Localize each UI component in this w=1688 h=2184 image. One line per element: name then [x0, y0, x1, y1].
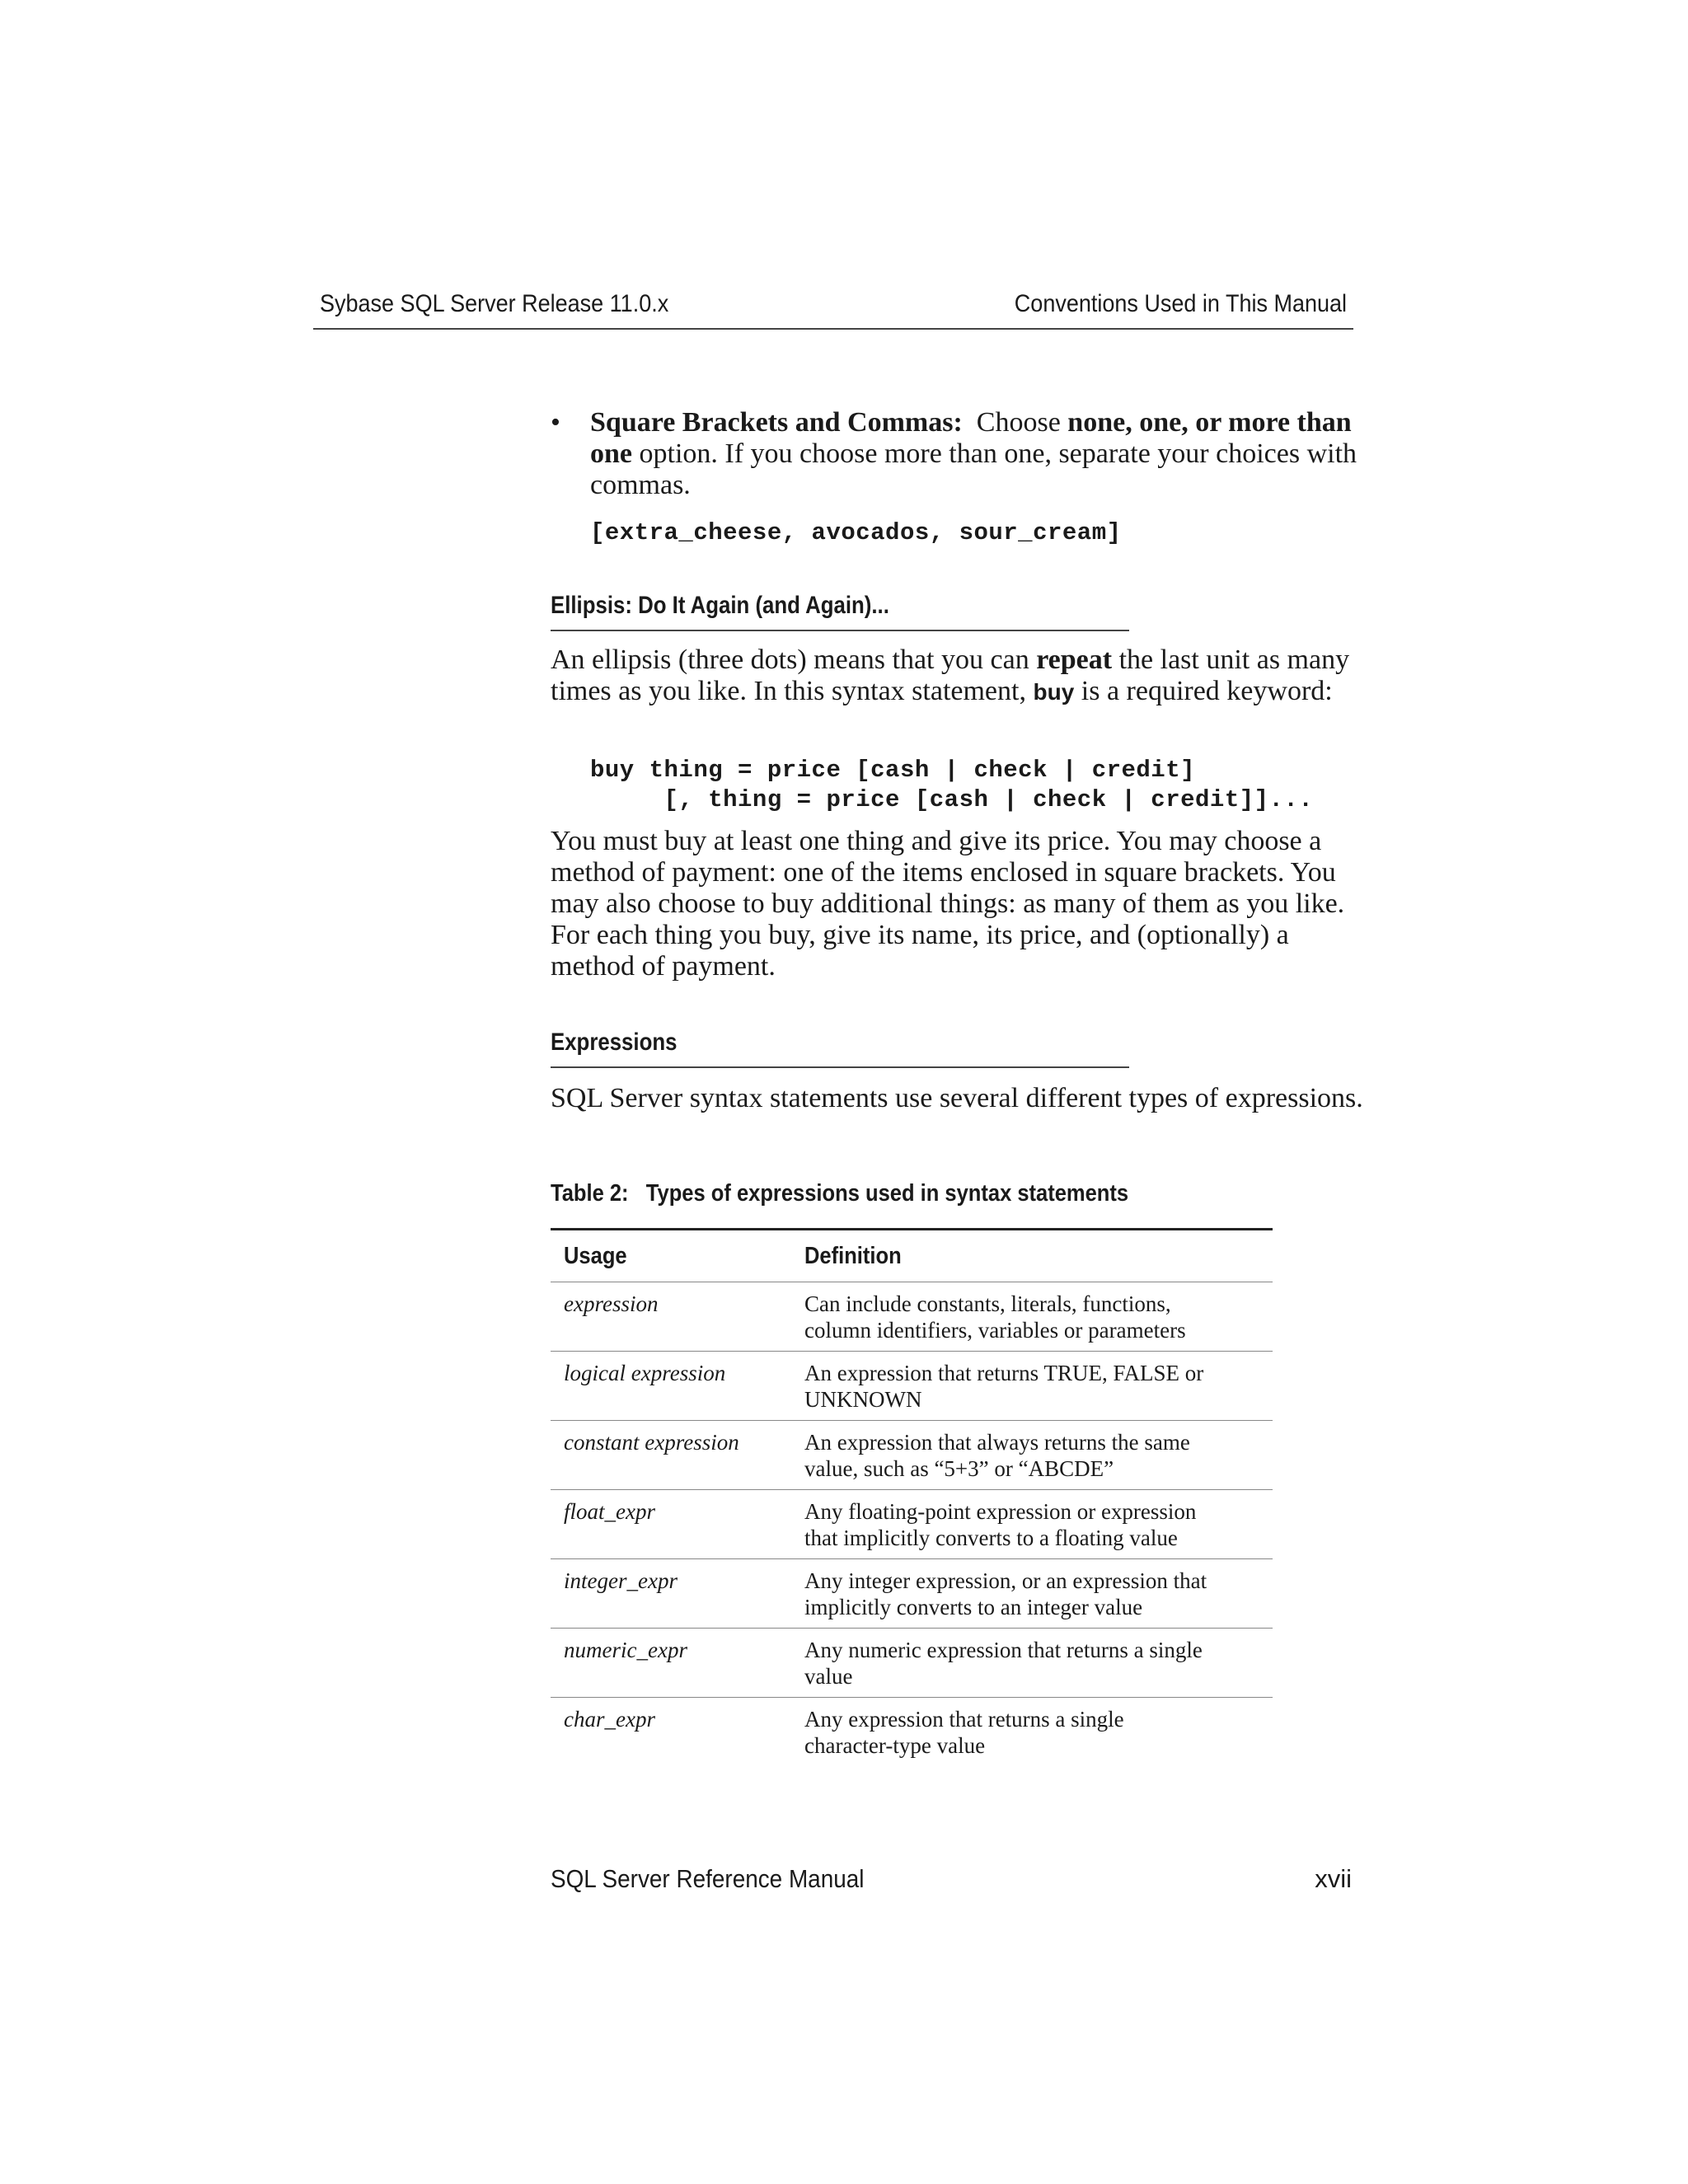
code-line-1: buy thing = price [cash | check | credit]	[590, 757, 1196, 784]
bullet-lead: Square Brackets and Commas:	[590, 407, 963, 438]
definition-cell: An expression that returns TRUE, FALSE or UNKNOWN	[791, 1352, 1273, 1421]
usage-cell: integer_expr	[551, 1559, 791, 1629]
bullet-icon: •	[551, 407, 560, 438]
table-row	[551, 1629, 1273, 1698]
definition-cell: Any expression that returns a single character-type value	[804, 1707, 1124, 1758]
usage-cell: numeric_expr	[551, 1629, 791, 1698]
definition-cell: Any integer expression, or an expression that implicitly converts to an integer value	[791, 1559, 1273, 1629]
definition-cell: Any floating-point expression or expression that implicitly converts to a floating value	[791, 1490, 1273, 1559]
table-header-row	[551, 1230, 1273, 1282]
expressions-table	[551, 1228, 1273, 1766]
definition-cell: Can include constants, literals, functions, column identifiers, variables or parameters	[791, 1282, 1273, 1352]
definition-cell: An expression that always returns the same value, such as “5+3” or “ABCDE”	[791, 1421, 1273, 1490]
table-row	[551, 1421, 1273, 1490]
usage-cell: constant expression	[551, 1421, 791, 1490]
table-caption: Table 2: Types of expressions used in syntax statements	[551, 1180, 1129, 1207]
table-row	[551, 1559, 1273, 1629]
bold-repeat: repeat	[1036, 644, 1113, 675]
usage-cell: logical expression	[551, 1352, 791, 1421]
definition-cell: Any numeric expression that returns a single value	[791, 1629, 1273, 1698]
code-line-2: [, thing = price [cash | check | credit]]...	[590, 786, 1314, 813]
table-row	[551, 1282, 1273, 1352]
column-header-definition: Definition	[791, 1230, 1273, 1282]
section-heading-expressions: Expressions	[551, 1029, 1129, 1068]
column-header-usage: Usage	[551, 1230, 791, 1282]
usage-cell: float_expr	[551, 1490, 791, 1559]
running-header	[313, 290, 1353, 330]
code-example-brackets: [extra_cheese, avocados, sour_cream]	[590, 519, 1122, 546]
paragraph-ellipsis-explanation: You must buy at least one thing and give its price. You may choose a method of payment: one of the items enclosed in square brackets. You may also choose to buy additional things: as many of them as you like. For each thing you buy, give its name, its price, and (optionally) a method of payment.	[551, 826, 1345, 982]
table-row	[551, 1490, 1273, 1559]
inline-code-buy: buy	[1033, 679, 1075, 705]
bullet-text-a: Choose	[976, 407, 1068, 438]
usage-cell: expression	[551, 1282, 791, 1352]
section-heading-ellipsis: Ellipsis: Do It Again (and Again)...	[551, 592, 1129, 631]
header-title: Sybase SQL Server Release 11.0.x	[320, 290, 669, 317]
bullet-text	[590, 407, 1365, 501]
table-row	[551, 1352, 1273, 1421]
bullet-text-b: option. If you choose more than one, separate your choices with commas.	[590, 438, 1357, 500]
usage-cell: char_expr	[564, 1707, 655, 1732]
header-section: Conventions Used in This Manual	[1014, 290, 1347, 317]
bullet-bold: none, one, or more than one	[590, 407, 1352, 469]
table-row	[551, 1698, 1273, 1767]
paragraph-ellipsis-intro: An ellipsis (three dots) means that you can repeat the last unit as many times as you like. In this syntax statement, buy is a required keyword:	[551, 644, 1350, 706]
footer-manual-title: SQL Server Reference Manual	[551, 1864, 865, 1893]
page-number: xvii	[1315, 1864, 1352, 1893]
paragraph-expressions: SQL Server syntax statements use several different types of expressions.	[551, 1083, 1363, 1113]
